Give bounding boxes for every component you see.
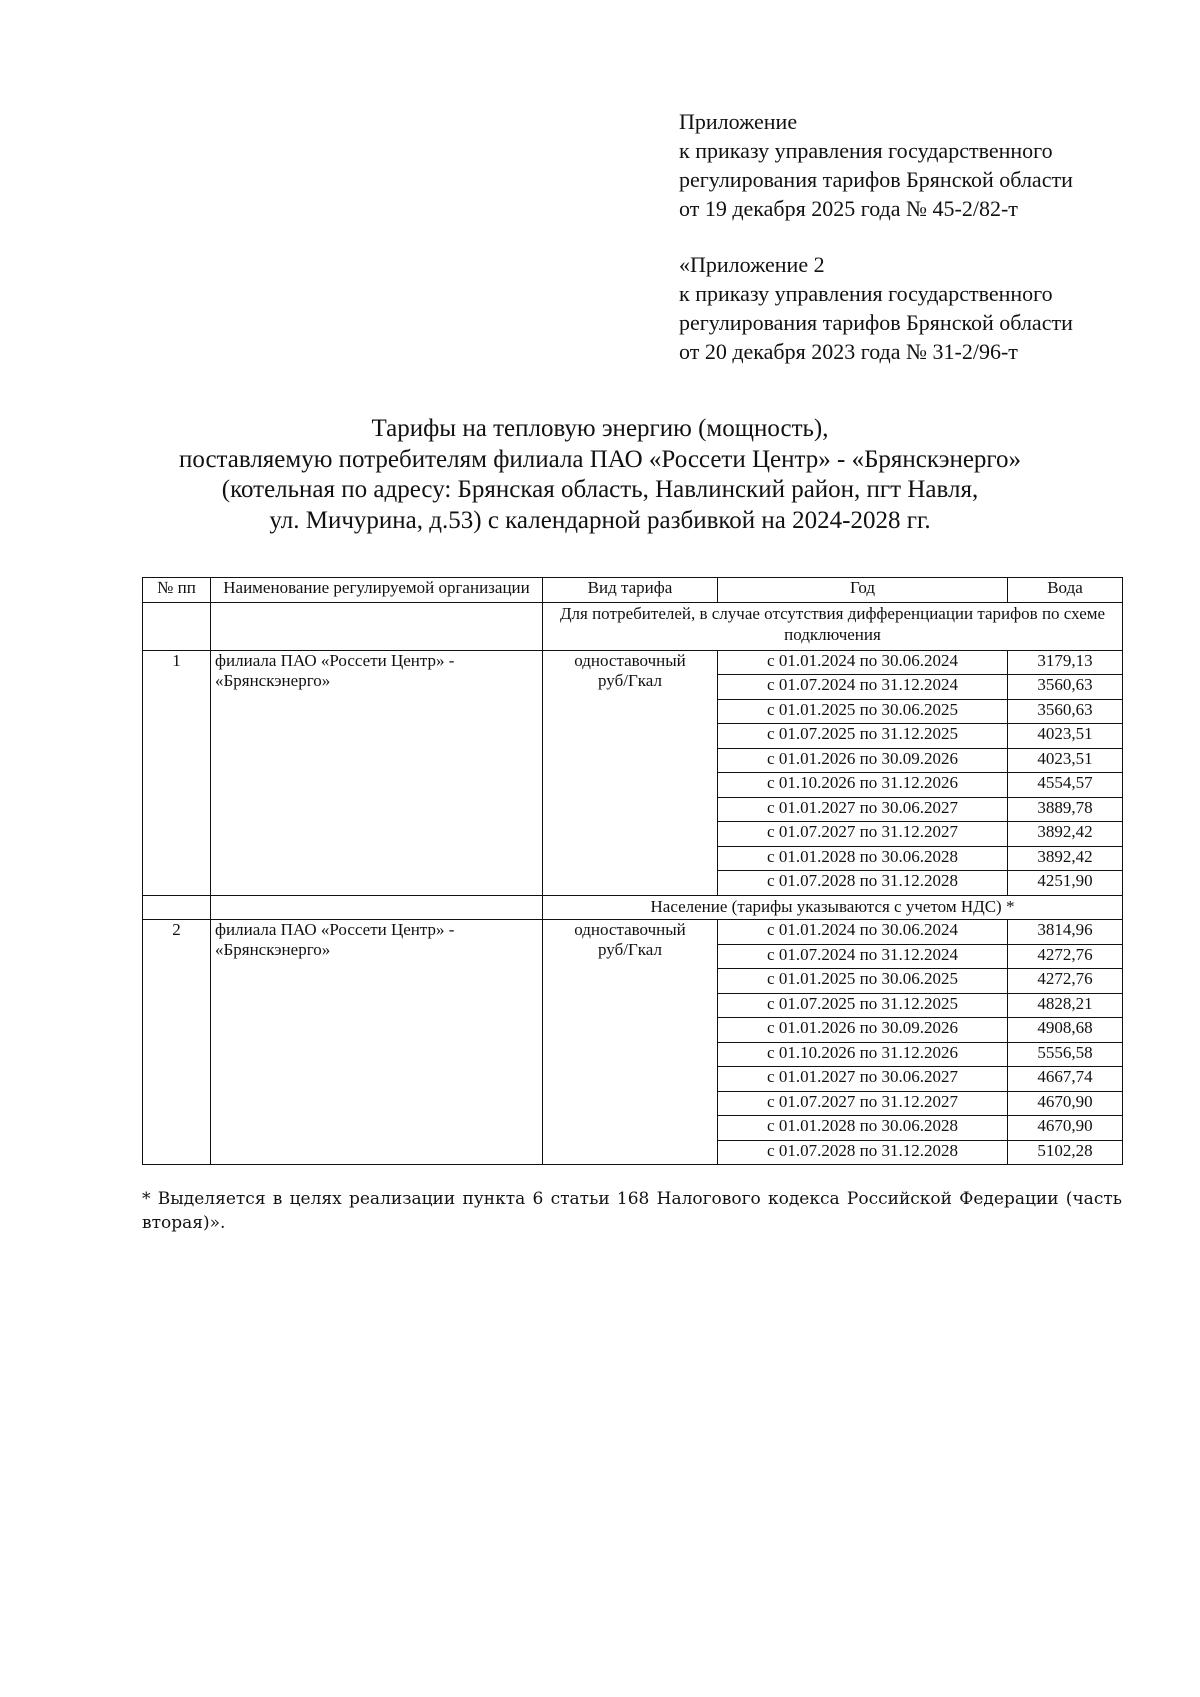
appendix-line: регулирования тарифов Брянской области [679, 167, 1073, 192]
tariff-unit: руб/Гкал [598, 670, 662, 690]
water-tariff-value: 3560,63 [1008, 699, 1123, 724]
title-line: Тарифы на тепловую энергию (мощность), [371, 415, 829, 442]
appendix-current-order [679, 107, 1159, 223]
period-cell: с 01.07.2028 по 31.12.2028 [718, 1140, 1008, 1165]
appendix-line: регулирования тарифов Брянской области [679, 310, 1073, 335]
appendix-previous-order [679, 250, 1159, 366]
row-number: 2 [143, 920, 211, 1165]
organization-name: филиала ПАО «Россети Центр» - «Брянскэнерго» [211, 650, 543, 895]
tariff-unit: руб/Гкал [598, 940, 662, 959]
period-cell: с 01.01.2028 по 30.06.2028 [718, 846, 1008, 871]
period-cell: с 01.07.2027 по 31.12.2027 [718, 822, 1008, 847]
title-line: (котельная по адресу: Брянская область, Навлинский район, пгт Навля, [221, 476, 979, 503]
header-year: Год [718, 578, 1008, 603]
water-tariff-value: 4908,68 [1008, 1018, 1123, 1043]
appendix-line: к приказу управления государственного [679, 281, 1053, 306]
period-cell: с 01.01.2024 по 30.06.2024 [718, 650, 1008, 675]
table-row [143, 920, 1123, 945]
period-cell: с 01.07.2028 по 31.12.2028 [718, 871, 1008, 896]
water-tariff-value: 4670,90 [1008, 1091, 1123, 1116]
water-tariff-value: 3892,42 [1008, 822, 1123, 847]
water-tariff-value: 3814,96 [1008, 920, 1123, 945]
appendix-line: «Приложение 2 [679, 252, 825, 277]
period-cell: с 01.07.2027 по 31.12.2027 [718, 1091, 1008, 1116]
empty-cell [211, 602, 543, 650]
tariff-type [543, 650, 718, 895]
water-tariff-value: 4828,21 [1008, 993, 1123, 1018]
organization-name: филиала ПАО «Россети Центр» - «Брянскэнерго» [211, 920, 543, 1165]
period-cell: с 01.10.2026 по 31.12.2026 [718, 1042, 1008, 1067]
row-number: 1 [143, 650, 211, 895]
period-cell: с 01.07.2024 по 31.12.2024 [718, 944, 1008, 969]
tariff-table [142, 577, 1123, 1165]
water-tariff-value: 4667,74 [1008, 1067, 1123, 1092]
period-cell: с 01.01.2026 по 30.09.2026 [718, 748, 1008, 773]
empty-cell [211, 895, 543, 920]
empty-cell [143, 602, 211, 650]
section-label-row [143, 602, 1123, 650]
water-tariff-value: 3560,63 [1008, 675, 1123, 700]
period-cell: с 01.01.2026 по 30.09.2026 [718, 1018, 1008, 1043]
tariff-type-name: одноставочный [574, 920, 686, 939]
water-tariff-value: 5102,28 [1008, 1140, 1123, 1165]
water-tariff-value: 4554,57 [1008, 773, 1123, 798]
header-num: № пп [143, 578, 211, 603]
period-cell: с 01.01.2024 по 30.06.2024 [718, 920, 1008, 945]
period-cell: с 01.01.2025 по 30.06.2025 [718, 699, 1008, 724]
table-row [143, 650, 1123, 675]
water-tariff-value: 4670,90 [1008, 1116, 1123, 1141]
period-cell: с 01.07.2025 по 31.12.2025 [718, 993, 1008, 1018]
table-header-row [143, 578, 1123, 603]
appendix-line: Приложение [679, 109, 798, 134]
water-tariff-value: 4272,76 [1008, 969, 1123, 994]
header-water: Вода [1008, 578, 1123, 603]
tariff-type-name: одноставочный [574, 650, 686, 670]
water-tariff-value: 3892,42 [1008, 846, 1123, 871]
period-cell: с 01.07.2024 по 31.12.2024 [718, 675, 1008, 700]
section-label: Население (тарифы указываются с учетом НДС) * [543, 895, 1123, 920]
section-label: Для потребителей, в случае отсутствия дифференциации тарифов по схеме подключения [543, 602, 1123, 650]
water-tariff-value: 5556,58 [1008, 1042, 1123, 1067]
period-cell: с 01.01.2027 по 30.06.2027 [718, 797, 1008, 822]
period-cell: с 01.07.2025 по 31.12.2025 [718, 724, 1008, 749]
title-line: ул. Мичурина, д.53) с календарной разбивкой на 2024-2028 гг. [269, 506, 931, 534]
appendix-line: от 20 декабря 2023 года № 31-2/96-т [679, 339, 1018, 364]
title-line: поставляемую потребителям филиала ПАО «Россети Центр» - «Брянскэнерго» [178, 445, 1022, 473]
footnote: * Выделяется в целях реализации пункта 6 статьи 168 Налогового кодекса Российской Федерации (часть вторая)». [142, 1189, 1122, 1233]
water-tariff-value: 4272,76 [1008, 944, 1123, 969]
header-org: Наименование регулируемой организации [211, 578, 543, 603]
appendix-line: от 19 декабря 2025 года № 45-2/82-т [679, 196, 1018, 221]
water-tariff-value: 3889,78 [1008, 797, 1123, 822]
empty-cell [143, 895, 211, 920]
header-tariff-type: Вид тарифа [543, 578, 718, 603]
period-cell: с 01.10.2026 по 31.12.2026 [718, 773, 1008, 798]
period-cell: с 01.01.2025 по 30.06.2025 [718, 969, 1008, 994]
section-label-row [143, 895, 1123, 920]
period-cell: с 01.01.2027 по 30.06.2027 [718, 1067, 1008, 1092]
document-title [80, 414, 1120, 536]
appendix-line: к приказу управления государственного [679, 138, 1053, 163]
water-tariff-value: 4023,51 [1008, 748, 1123, 773]
tariff-type [543, 920, 718, 1165]
period-cell: с 01.01.2028 по 30.06.2028 [718, 1116, 1008, 1141]
water-tariff-value: 4251,90 [1008, 871, 1123, 896]
water-tariff-value: 4023,51 [1008, 724, 1123, 749]
water-tariff-value: 3179,13 [1008, 650, 1123, 675]
